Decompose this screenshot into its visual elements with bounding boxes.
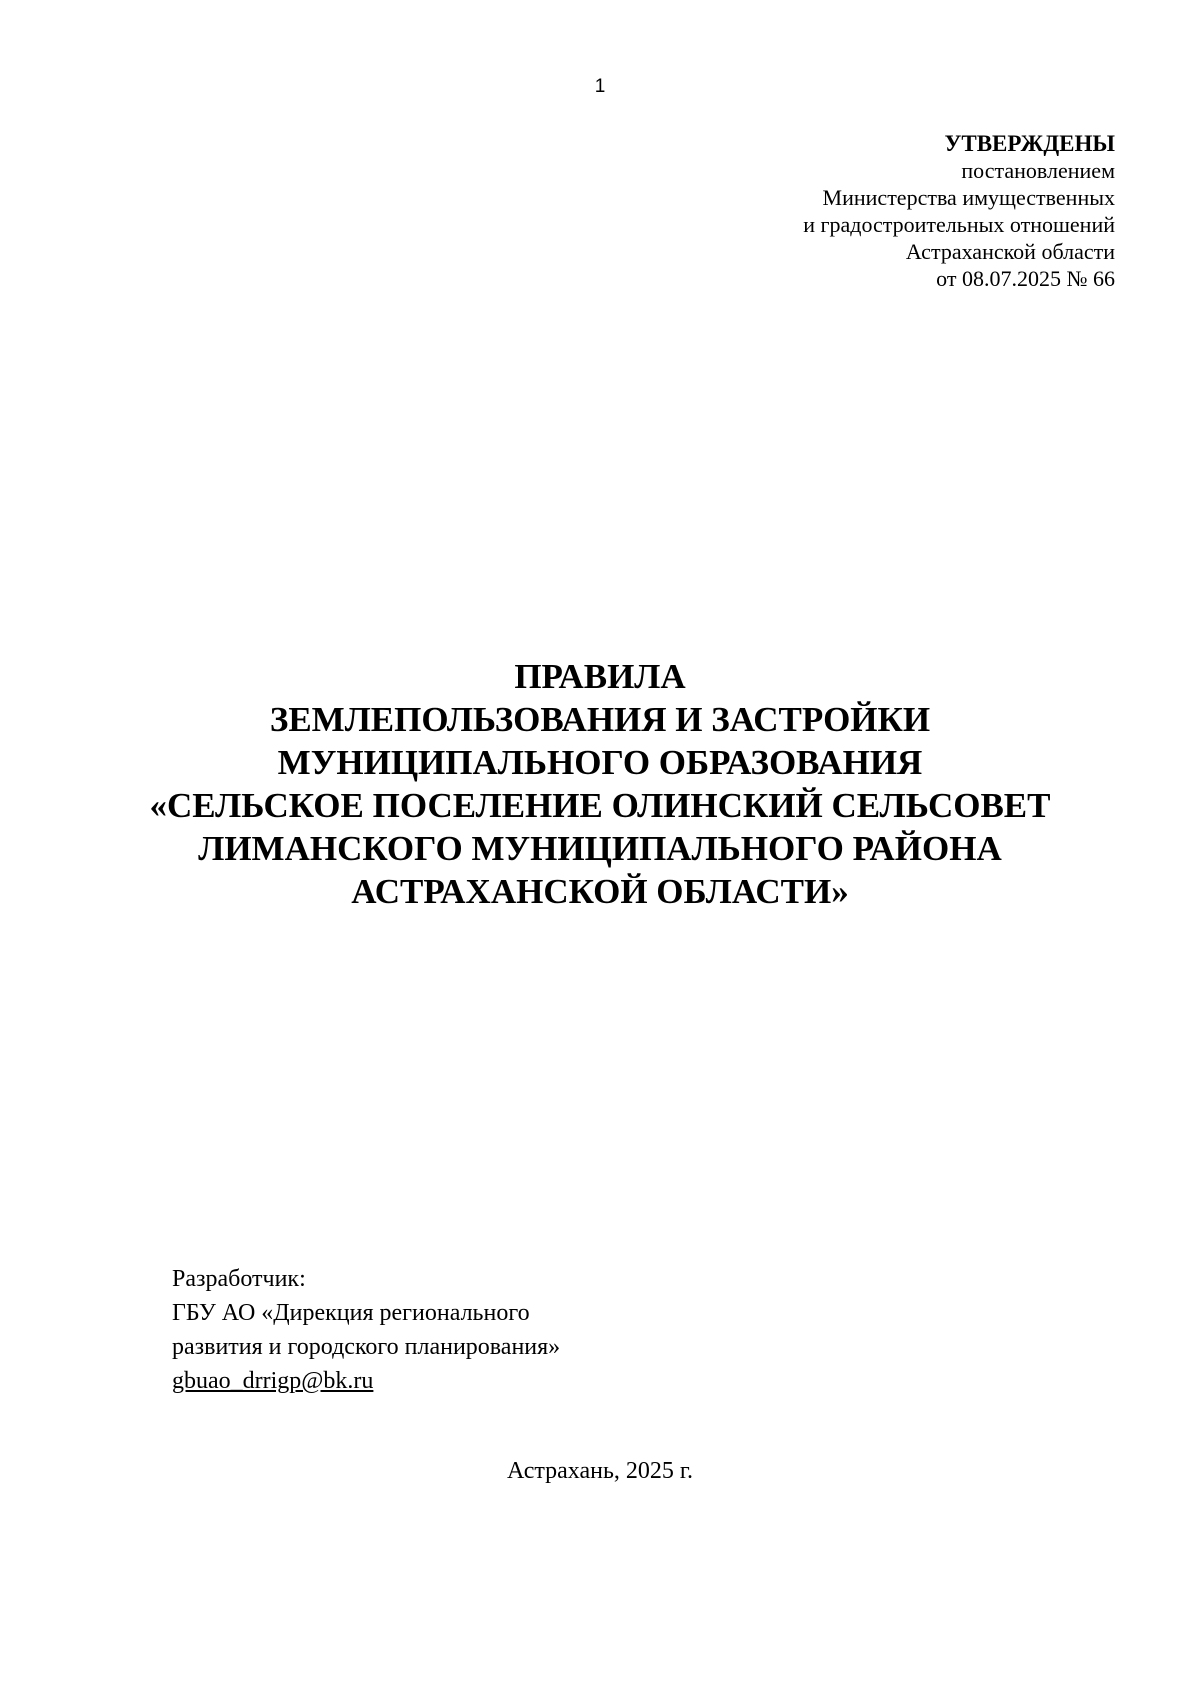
page-number: 1 bbox=[594, 76, 606, 97]
developer-email-link[interactable]: gbuao_drrigp@bk.ru bbox=[172, 1368, 374, 1394]
approval-line: Астраханской области bbox=[905, 239, 1115, 264]
approval-line: и градостроительных отношений bbox=[803, 212, 1115, 237]
document-title-line: АСТРАХАНСКОЙ ОБЛАСТИ» bbox=[351, 872, 849, 911]
developer-block bbox=[172, 1262, 872, 1398]
approval-block bbox=[555, 130, 1115, 292]
document-title-line: ЛИМАНСКОГО МУНИЦИПАЛЬНОГО РАЙОНА bbox=[198, 829, 1002, 868]
developer-label: Разработчик: bbox=[172, 1266, 306, 1292]
document-title-line: «СЕЛЬСКОЕ ПОСЕЛЕНИЕ ОЛИНСКИЙ СЕЛЬСОВЕТ bbox=[149, 786, 1051, 825]
document-title-line: ЗЕМЛЕПОЛЬЗОВАНИЯ И ЗАСТРОЙКИ bbox=[269, 700, 931, 739]
approval-line: Министерства имущественных bbox=[822, 185, 1115, 210]
place-and-year: Астрахань, 2025 г. bbox=[506, 1458, 694, 1484]
approval-line: постановлением bbox=[961, 158, 1115, 183]
document-title bbox=[0, 655, 1200, 913]
approval-title: УТВЕРЖДЕНЫ bbox=[944, 131, 1115, 156]
developer-org-line: развития и городского планирования» bbox=[172, 1334, 561, 1360]
document-title-line: МУНИЦИПАЛЬНОГО ОБРАЗОВАНИЯ bbox=[277, 743, 923, 782]
developer-org-line: ГБУ АО «Дирекция регионального bbox=[172, 1300, 530, 1326]
document-title-line: ПРАВИЛА bbox=[514, 657, 686, 696]
approval-date-number: от 08.07.2025 № 66 bbox=[936, 266, 1115, 291]
